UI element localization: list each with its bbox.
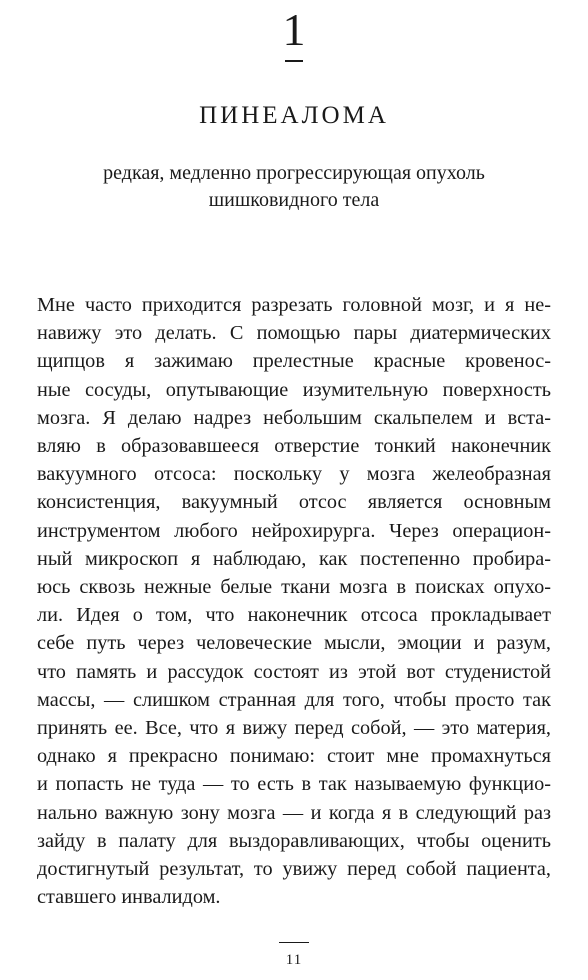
footer-rule: [279, 942, 309, 943]
body-line: навижу это делать. С помощью пары диатермических: [37, 322, 551, 345]
body-line: консистенция, вакуумный отсос является основным: [37, 491, 551, 514]
chapter-subtitle-line: редкая, медленно прогрессирующая опухоль: [103, 162, 485, 184]
chapter-subtitle: [60, 160, 528, 214]
chapter-subtitle-line: шишковидного тела: [208, 189, 380, 211]
body-line: вляю в образовавшееся отверстие тонкий наконечник: [37, 435, 551, 458]
body-line: массы, — слишком странная для того, чтобы просто так: [37, 688, 551, 711]
body-line: и попасть не туда — то есть в так называемую функцио-: [37, 773, 551, 796]
body-line: нально важную зону мозга — и когда я в следующий раз: [37, 801, 551, 824]
chapter-number-underline: [285, 60, 303, 62]
body-line: однако я прекрасно понимаю: стоит мне промахнуться: [37, 745, 551, 768]
body-line: ный микроскоп я наблюдаю, как постепенно пробира-: [37, 547, 551, 570]
body-line: достигнутый результат, то увижу перед собой пациента,: [37, 858, 551, 881]
body-line: мозга. Я делаю надрез небольшим скальпелем и вста-: [37, 406, 551, 429]
body-line: инструментом любого нейрохирурга. Через операцион-: [37, 519, 551, 542]
body-line: что память и рассудок состоят из этой вот студенистой: [37, 660, 551, 683]
body-line: себе путь через человеческие мысли, эмоции и разум,: [37, 632, 551, 655]
body-line: ные сосуды, опутывающие изумительную поверхность: [37, 378, 551, 401]
body-line: юсь сквозь нежные белые ткани мозга в поисках опухо-: [37, 576, 551, 599]
chapter-number: 1: [282, 4, 306, 55]
body-line: вакуумного отсоса: поскольку у мозга желеобразная: [37, 463, 551, 486]
body-line: зайду в палату для выздоравливающих, чтобы оценить: [37, 829, 551, 852]
body-paragraph: [37, 291, 551, 911]
body-line: Мне часто приходится разрезать головной мозг, и я не-: [37, 294, 551, 316]
body-line: ставшего инвалидом.: [37, 886, 221, 909]
body-line: ли. Идея о том, что наконечник отсоса прокладывает: [37, 604, 551, 627]
body-line: щипцов я зажимаю прелестные красные кровенос-: [37, 350, 551, 373]
chapter-title: ПИНЕАЛОМА: [199, 102, 389, 129]
body-line: принять ее. Все, что я вижу перед собой, — это материя,: [37, 717, 551, 740]
page-number: 11: [285, 952, 303, 968]
